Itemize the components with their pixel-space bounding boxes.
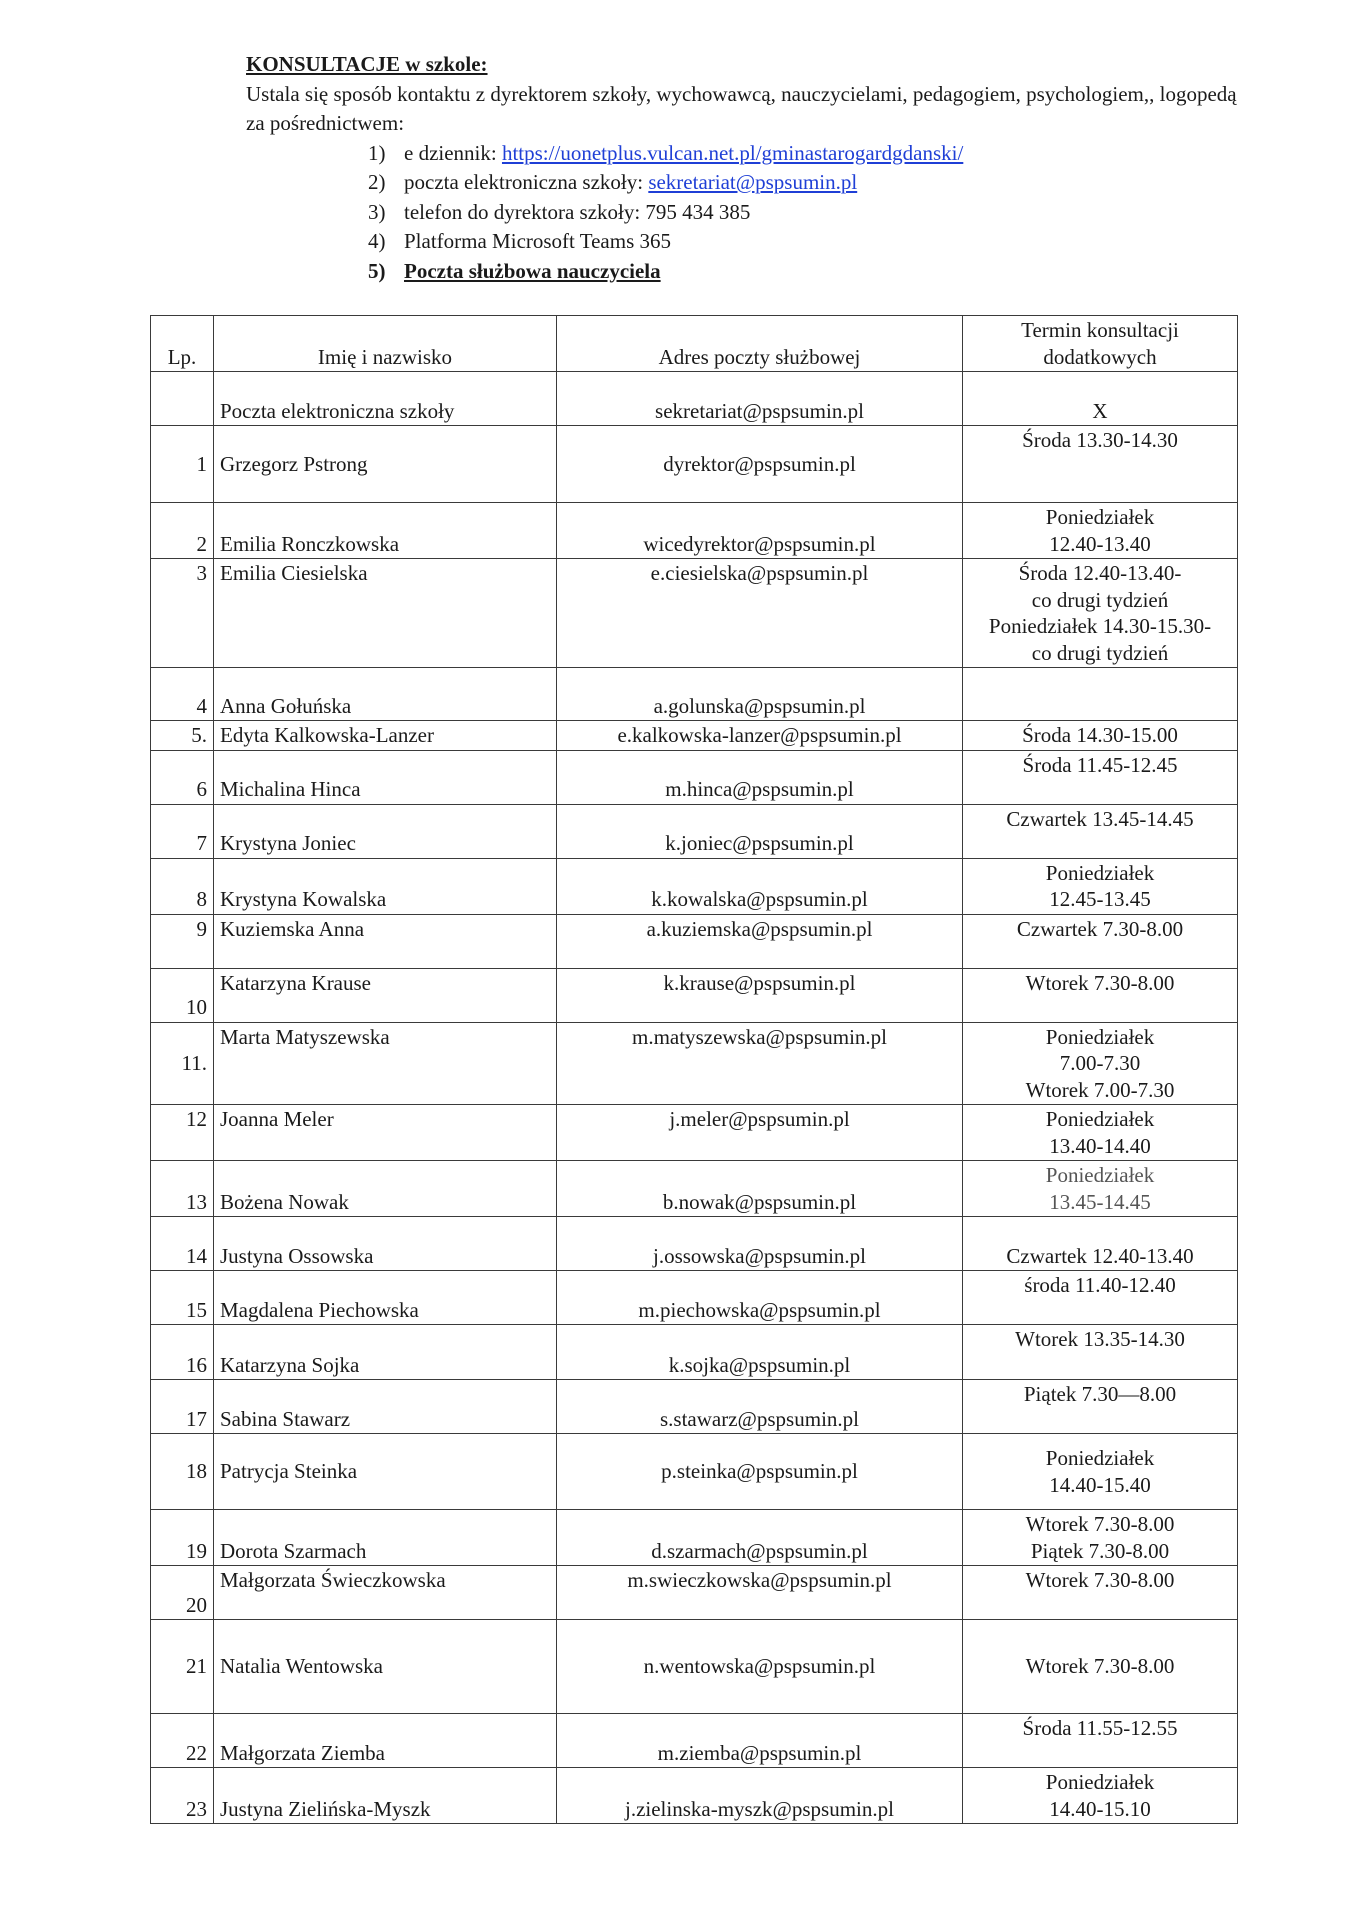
consultation-time-line: Środa 13.30-14.30	[1022, 428, 1178, 452]
consultation-time	[963, 503, 1238, 559]
teacher-email: k.krause@pspsumin.pl	[557, 968, 963, 1022]
teacher-name: Marta Matyszewska	[214, 1022, 557, 1105]
table-row	[151, 858, 1238, 914]
consultation-time	[963, 1022, 1238, 1105]
row-number: 14	[151, 1217, 214, 1271]
teacher-email: j.meler@pspsumin.pl	[557, 1105, 963, 1161]
consultation-time-line: Czwartek 13.45-14.45	[1006, 806, 1194, 831]
teacher-email: k.joniec@pspsumin.pl	[557, 804, 963, 858]
row-number: 21	[151, 1620, 214, 1714]
consultation-time-line: Piątek 7.30-8.00	[1030, 1538, 1170, 1563]
e-register-link[interactable]: https://uonetplus.vulcan.net.pl/gminastarogardgdanski/	[501, 140, 964, 165]
consultation-time-line: 14.40-15.10	[1049, 1796, 1151, 1821]
table-row	[151, 1768, 1238, 1824]
teacher-email: m.ziemba@pspsumin.pl	[557, 1714, 963, 1768]
row-number: 7	[151, 804, 214, 858]
item-number: 2)	[368, 170, 386, 194]
teacher-name: Katarzyna Krause	[214, 968, 557, 1022]
table-row	[151, 750, 1238, 804]
table-row	[151, 1161, 1238, 1217]
consultation-time-line: X	[1092, 398, 1108, 423]
consultation-time-line: Poniedziałek	[1045, 860, 1155, 885]
consultation-time	[963, 372, 1238, 426]
teacher-name: Emilia Ronczkowska	[214, 503, 557, 559]
teacher-email: k.sojka@pspsumin.pl	[557, 1325, 963, 1380]
table-row	[151, 1566, 1238, 1620]
item-text: e dziennik:	[404, 140, 502, 165]
consultation-time	[963, 750, 1238, 804]
row-number: 3	[151, 559, 214, 668]
header-term: Termin konsultacji dodatkowych	[963, 316, 1238, 372]
teacher-name: Emilia Ciesielska	[214, 559, 557, 668]
item-text: Platforma Microsoft Teams 365	[404, 229, 672, 253]
consultation-time	[963, 1217, 1238, 1271]
teacher-name: Sabina Stawarz	[214, 1380, 557, 1434]
consultation-time-line: Czwartek 7.30-8.00	[1016, 916, 1184, 941]
consultation-time	[963, 1620, 1238, 1714]
consultation-time	[963, 1271, 1238, 1325]
row-number: 13	[151, 1161, 214, 1217]
consultation-time-line: co drugi tydzień	[1031, 587, 1169, 612]
header-lp: Lp.	[151, 316, 214, 372]
teacher-email: j.zielinska-myszk@pspsumin.pl	[557, 1768, 963, 1824]
consultation-time	[963, 559, 1238, 668]
table-row	[151, 1434, 1238, 1510]
intro-section	[246, 50, 1246, 286]
teacher-email: p.steinka@pspsumin.pl	[557, 1434, 963, 1510]
teacher-email: e.kalkowska-lanzer@pspsumin.pl	[557, 721, 963, 751]
table-row	[151, 1217, 1238, 1271]
row-number: 6	[151, 750, 214, 804]
item-number: 4)	[368, 229, 386, 253]
consultation-time-line: Wtorek 7.30-8.00	[1025, 1512, 1175, 1536]
row-number: 8	[151, 858, 214, 914]
table-row	[151, 372, 1238, 426]
consultation-time-line: 7.00-7.30	[1059, 1051, 1141, 1075]
header-name: Imię i nazwisko	[214, 316, 557, 372]
consultation-time-line: Środa 12.40-13.40-	[1018, 561, 1182, 585]
row-number: 12	[151, 1105, 214, 1161]
consultation-time-line: 13.40-14.40	[1049, 1133, 1151, 1158]
teacher-name: Małgorzata Świeczkowska	[214, 1566, 557, 1620]
consultation-time-line: Środa 11.45-12.45	[1022, 752, 1178, 777]
teacher-email: b.nowak@pspsumin.pl	[557, 1161, 963, 1217]
teacher-name: Patrycja Steinka	[214, 1434, 557, 1510]
teacher-email: k.kowalska@pspsumin.pl	[557, 858, 963, 914]
teacher-name: Anna Gołuńska	[214, 668, 557, 721]
contact-method-item	[368, 139, 1246, 169]
consultation-time	[963, 1566, 1238, 1620]
row-number: 11.	[151, 1022, 214, 1105]
row-number: 10	[151, 968, 214, 1022]
contact-methods-list	[246, 139, 1246, 287]
row-number: 22	[151, 1714, 214, 1768]
consultation-time-line: Środa 11.55-12.55	[1022, 1716, 1178, 1740]
intro-paragraph: Ustala się sposób kontaktu z dyrektorem szkoły, wychowawcą, nauczycielami, pedagogiem, psychologiem,, logopedą za pośrednictwem:	[246, 81, 1237, 135]
teacher-email: m.matyszewska@pspsumin.pl	[557, 1022, 963, 1105]
teacher-email: dyrektor@pspsumin.pl	[557, 426, 963, 503]
teacher-email: a.kuziemska@pspsumin.pl	[557, 914, 963, 968]
table-row	[151, 1620, 1238, 1714]
teacher-email: sekretariat@pspsumin.pl	[557, 372, 963, 426]
item-number: 3)	[368, 199, 386, 224]
table-row	[151, 1510, 1238, 1566]
teacher-email: s.stawarz@pspsumin.pl	[557, 1380, 963, 1434]
teacher-name: Bożena Nowak	[214, 1161, 557, 1217]
consultation-time	[963, 1161, 1238, 1217]
staff-table	[150, 315, 1238, 1824]
row-number: 5.	[151, 721, 214, 751]
table-row	[151, 914, 1238, 968]
consultation-time-line: 12.40-13.40	[1049, 531, 1151, 556]
section-heading: KONSULTACJE w szkole:	[246, 52, 488, 76]
table-row	[151, 1105, 1238, 1161]
teacher-name: Dorota Szarmach	[214, 1510, 557, 1566]
consultation-time-line: 12.45-13.45	[1049, 887, 1151, 911]
teacher-email: e.ciesielska@pspsumin.pl	[557, 559, 963, 668]
table-row	[151, 721, 1238, 751]
row-number: 16	[151, 1325, 214, 1380]
consultation-time-line: Poniedziałek	[1045, 1107, 1155, 1131]
table-row	[151, 559, 1238, 668]
header-mail: Adres poczty służbowej	[557, 316, 963, 372]
table-row	[151, 503, 1238, 559]
teacher-name: Magdalena Piechowska	[214, 1271, 557, 1325]
table-row	[151, 1271, 1238, 1325]
row-number: 17	[151, 1380, 214, 1434]
teacher-email: d.szarmach@pspsumin.pl	[557, 1510, 963, 1566]
teacher-name: Kuziemska Anna	[214, 914, 557, 968]
consultation-time-line: Poniedziałek	[1045, 505, 1155, 529]
teacher-email: wicedyrektor@pspsumin.pl	[557, 503, 963, 559]
consultation-time	[963, 1434, 1238, 1510]
teacher-email: n.wentowska@pspsumin.pl	[557, 1620, 963, 1714]
teacher-email: a.golunska@pspsumin.pl	[557, 668, 963, 721]
consultation-time-line: Poniedziałek	[1045, 1163, 1155, 1187]
row-number: 18	[151, 1434, 214, 1510]
consultation-time	[963, 1714, 1238, 1768]
row-number: 23	[151, 1768, 214, 1824]
row-number: 2	[151, 503, 214, 559]
teacher-name: Justyna Ossowska	[214, 1217, 557, 1271]
consultation-time-line: Poniedziałek	[1045, 1446, 1155, 1470]
table-row	[151, 1380, 1238, 1434]
teacher-name: Michalina Hinca	[214, 750, 557, 804]
consultation-time-line: Wtorek 7.30-8.00	[1025, 970, 1175, 995]
teacher-name: Krystyna Kowalska	[214, 858, 557, 914]
teacher-email: m.piechowska@pspsumin.pl	[557, 1271, 963, 1325]
table-body	[151, 372, 1238, 1824]
teacher-email: m.hinca@pspsumin.pl	[557, 750, 963, 804]
row-number: 4	[151, 668, 214, 721]
table-header-row	[151, 316, 1238, 372]
consultation-time	[963, 804, 1238, 858]
consultation-time-line: Czwartek 12.40-13.40	[1006, 1243, 1194, 1268]
teacher-name: Grzegorz Pstrong	[214, 426, 557, 503]
consultation-time-line: Poniedziałek	[1045, 1024, 1155, 1049]
contact-method-item	[368, 257, 1246, 287]
row-number	[151, 372, 214, 426]
consultation-time-line: Piątek 7.30—8.00	[1023, 1382, 1177, 1406]
teacher-name: Edyta Kalkowska-Lanzer	[214, 721, 557, 751]
teacher-name: Małgorzata Ziemba	[214, 1714, 557, 1768]
item-text: poczta elektroniczna szkoły:	[404, 170, 649, 194]
row-number: 1	[151, 426, 214, 503]
consultation-time	[963, 914, 1238, 968]
table-row	[151, 1325, 1238, 1380]
teacher-email: j.ossowska@pspsumin.pl	[557, 1217, 963, 1271]
consultation-time	[963, 1105, 1238, 1161]
item-number: 5)	[368, 258, 386, 283]
teacher-name: Krystyna Joniec	[214, 804, 557, 858]
row-number: 19	[151, 1510, 214, 1566]
contact-method-item	[368, 227, 1246, 257]
consultation-time-line: Poniedziałek	[1045, 1770, 1155, 1794]
teacher-name: Joanna Meler	[214, 1105, 557, 1161]
table-row	[151, 1022, 1238, 1105]
table-row	[151, 426, 1238, 503]
consultation-time-line: Środa 14.30-15.00	[1022, 723, 1178, 747]
consultation-time-line: 13.45-14.45	[1049, 1189, 1151, 1214]
consultation-time	[963, 668, 1238, 721]
row-number: 9	[151, 914, 214, 968]
item-text: telefon do dyrektora szkoły: 795 434 385	[404, 199, 751, 224]
consultation-time	[963, 968, 1238, 1022]
teacher-name: Poczta elektroniczna szkoły	[214, 372, 557, 426]
table-row	[151, 668, 1238, 721]
consultation-time-line: środa 11.40-12.40	[1024, 1273, 1176, 1297]
teacher-name: Justyna Zielińska-Myszk	[214, 1768, 557, 1824]
contact-method-item	[368, 198, 1246, 228]
consultation-time-line: 14.40-15.40	[1049, 1472, 1151, 1497]
item-text: Poczta służbowa nauczyciela	[404, 258, 661, 283]
table-row	[151, 1714, 1238, 1768]
consultation-time	[963, 1325, 1238, 1380]
consultation-time	[963, 426, 1238, 503]
consultation-time	[963, 1380, 1238, 1434]
row-number: 15	[151, 1271, 214, 1325]
row-number: 20	[151, 1566, 214, 1620]
consultation-time	[963, 1768, 1238, 1824]
consultation-time-line: Wtorek 13.35-14.30	[1015, 1327, 1185, 1351]
table-row	[151, 804, 1238, 858]
consultation-time	[963, 721, 1238, 751]
consultation-time-line: Poniedziałek 14.30-15.30-	[988, 614, 1212, 638]
school-email-link[interactable]: sekretariat@pspsumin.pl	[648, 170, 858, 194]
consultation-time-line: Wtorek 7.30-8.00	[1025, 1568, 1175, 1592]
contact-method-item	[368, 168, 1246, 198]
consultation-time-line: co drugi tydzień	[1031, 640, 1169, 665]
consultation-time	[963, 1510, 1238, 1566]
teacher-email: m.swieczkowska@pspsumin.pl	[557, 1566, 963, 1620]
teacher-name: Natalia Wentowska	[214, 1620, 557, 1714]
consultation-time-line: Wtorek 7.30-8.00	[1025, 1654, 1175, 1679]
consultation-time-line: Wtorek 7.00-7.30	[1025, 1077, 1175, 1102]
table-row	[151, 968, 1238, 1022]
item-number: 1)	[368, 140, 386, 165]
consultation-time	[963, 858, 1238, 914]
teacher-name: Katarzyna Sojka	[214, 1325, 557, 1380]
